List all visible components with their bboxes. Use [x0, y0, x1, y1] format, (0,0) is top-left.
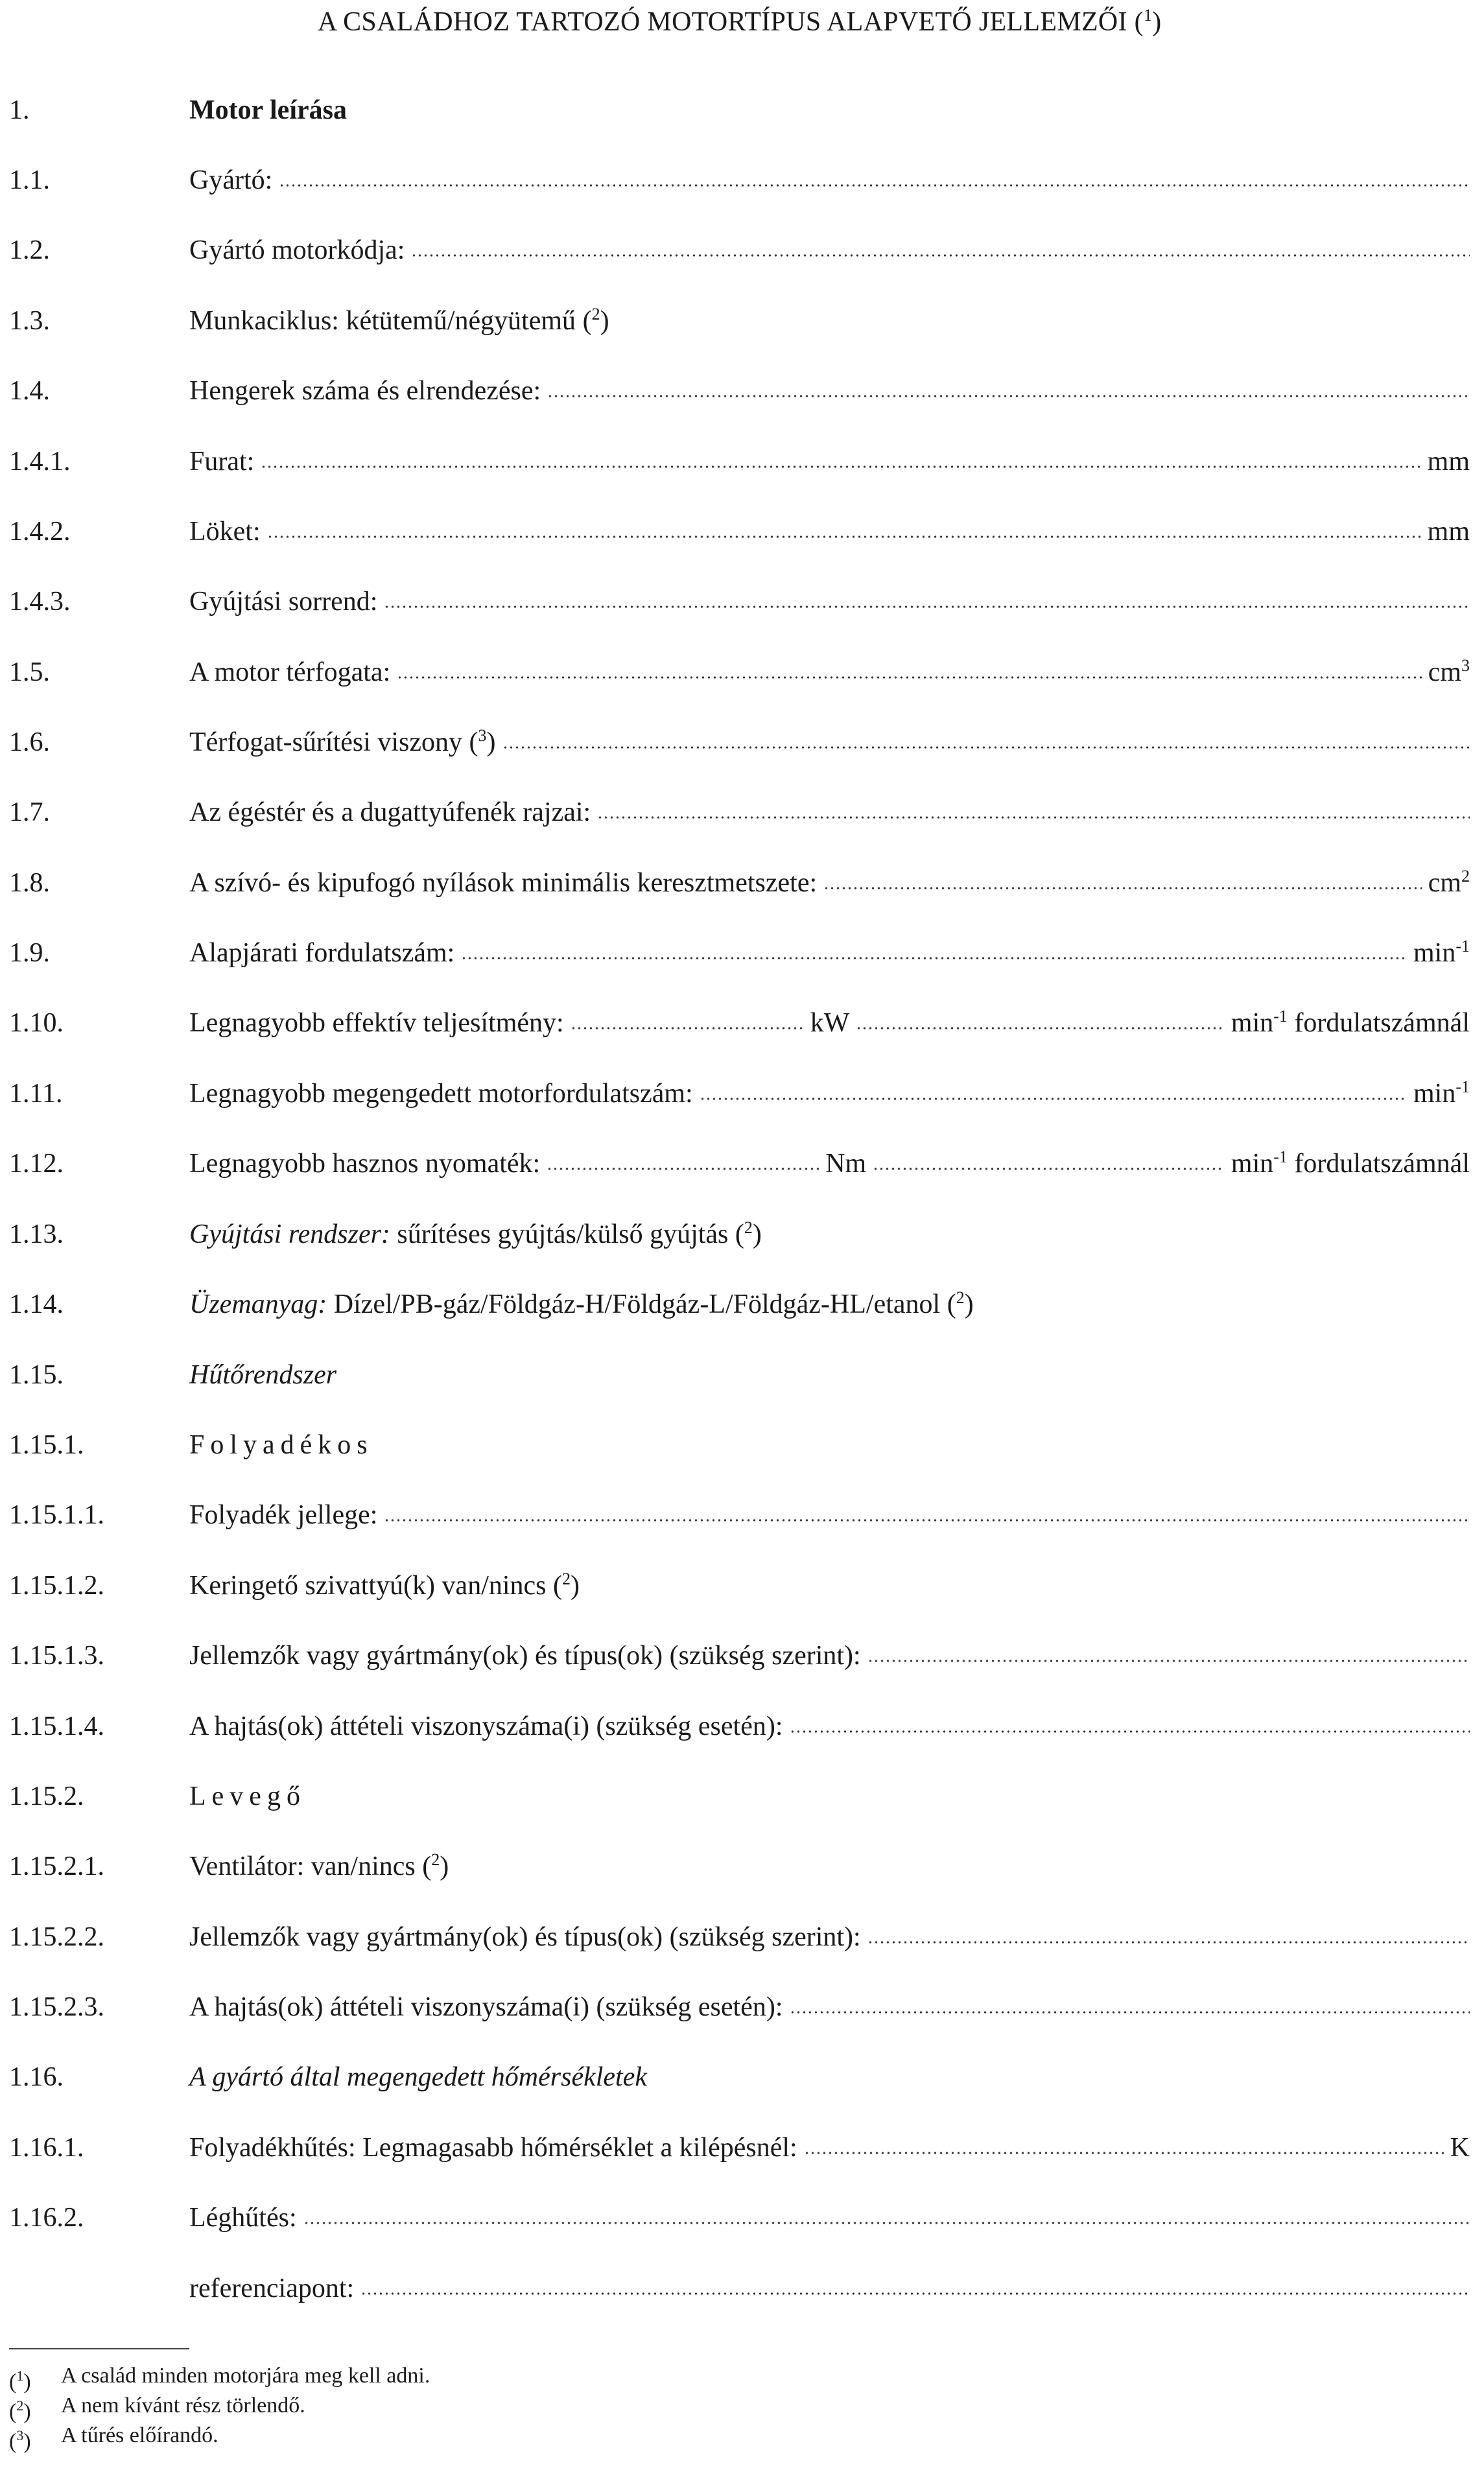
item-number: 1.4.1.	[9, 447, 71, 476]
unit: kW	[810, 1008, 850, 1038]
dotted-fill	[873, 1164, 1225, 1172]
item-label: Legnagyobb effektív teljesítmény:	[189, 1008, 564, 1038]
item-label: Gyártó motorkódja:	[189, 235, 405, 265]
list-item	[0, 1988, 1484, 2027]
footnote-ref: 1	[1143, 6, 1153, 25]
unit: min	[1231, 1008, 1274, 1038]
list-item: 1.13. Gyújtási rendszer: sűrítéses gyújtás/külső gyújtás ($^2$)	[0, 1215, 1484, 1254]
item-number: 1.15.2.2.	[9, 1922, 104, 1952]
list-item	[0, 653, 1484, 692]
list-item	[0, 2058, 1484, 2097]
dotted-fill	[790, 1727, 1470, 1735]
dotted-fill	[360, 2289, 1470, 2297]
list-item	[0, 1074, 1484, 1113]
item-number: 1.16.1.	[9, 2133, 84, 2163]
item-label: Térfogat-sűrítési viszony	[189, 727, 463, 757]
subsection-heading: Folyadékos	[189, 1430, 373, 1460]
list-item	[0, 1356, 1484, 1394]
list-item	[0, 1918, 1484, 1957]
item-number: 1.16.	[9, 2062, 64, 2092]
subsection-heading: Hűtőrendszer	[189, 1360, 337, 1390]
item-number: 1.9.	[9, 938, 50, 968]
item-label: Gyártó:	[189, 165, 273, 195]
item-label: A hajtás(ok) áttételi viszonyszáma(i) (szükség esetén):	[189, 1992, 783, 2022]
item-number: 1.8.	[9, 868, 50, 898]
item-number: 1.	[9, 95, 30, 125]
list-item	[0, 371, 1484, 410]
item-text: sűrítéses gyújtás/külső gyújtás	[397, 1219, 729, 1249]
dotted-fill	[804, 2148, 1444, 2156]
dotted-fill	[700, 1094, 1407, 1102]
item-number: 1.13.	[9, 1219, 64, 1249]
footnote-ref: 2	[591, 305, 600, 323]
list-item	[0, 442, 1484, 481]
item-label: Munkaciklus: kétütemű/négyütemű	[189, 306, 576, 336]
list-item	[0, 161, 1484, 200]
list-item: 1.15.2.1. Ventilátor: van/nincs ($^2$)	[0, 1847, 1484, 1886]
item-number: 1.16.2.	[9, 2203, 84, 2233]
unit: K	[1450, 2133, 1470, 2163]
footnote-mark: 1	[16, 2368, 24, 2384]
item-number: 1.15.2.1.	[9, 1852, 104, 1881]
list-item	[0, 1004, 1484, 1042]
footnote-ref: 2	[956, 1288, 965, 1307]
item-label: A hajtás(ok) áttételi viszonyszáma(i) (szükség esetén):	[189, 1711, 783, 1741]
unit-suffix: fordulatszámnál	[1294, 1008, 1470, 1038]
item-number: 1.11.	[9, 1079, 63, 1109]
dotted-fill	[384, 1516, 1470, 1523]
footnote-text: A nem kívánt rész törlendő.	[61, 2394, 305, 2417]
item-label: Keringető szivattyú(k) van/nincs	[189, 1571, 547, 1601]
list-item	[0, 793, 1484, 832]
item-label: Jellemzők vagy gyártmány(ok) és típus(ok) (szükség szerint):	[189, 1641, 861, 1671]
dotted-fill	[411, 251, 1470, 259]
item-number: 1.15.2.3.	[9, 1992, 104, 2022]
footnote-ref: 2	[431, 1850, 440, 1869]
dotted-fill	[547, 1164, 819, 1172]
item-number: 1.1.	[9, 165, 50, 195]
dotted-fill	[571, 1024, 804, 1031]
item-number: 1.5.	[9, 657, 50, 687]
item-number: 1.15.1.1.	[9, 1500, 104, 1530]
dotted-fill	[461, 954, 1407, 961]
dotted-fill	[397, 673, 1421, 681]
item-number: 1.14.	[9, 1289, 64, 1319]
dotted-fill	[261, 462, 1420, 470]
dotted-fill	[384, 602, 1470, 610]
dotted-fill	[547, 392, 1470, 399]
item-number: 1.15.1.3.	[9, 1641, 104, 1671]
footnote-ref: 3	[478, 726, 487, 745]
dotted-fill	[303, 2218, 1470, 2226]
item-number: 1.10.	[9, 1008, 64, 1038]
page-title: A CSALÁDHOZ TARTOZÓ MOTORTÍPUS ALAPVETŐ JELLEMZŐI ($^1$)	[318, 6, 1162, 37]
list-item: 1.14. Üzemanyag: Dízel/PB-gáz/Földgáz-H/Földgáz-L/Földgáz-HL/etanol ($^2$)	[0, 1285, 1484, 1324]
item-number: 1.15.1.	[9, 1430, 84, 1460]
item-label: Üzemanyag:	[189, 1289, 327, 1319]
list-item	[0, 2198, 1484, 2237]
item-label: Léghűtés:	[189, 2203, 297, 2233]
unit: mm	[1427, 517, 1470, 547]
section-heading: Motor leírása	[189, 95, 347, 125]
item-label: Löket:	[189, 517, 261, 547]
subsection-heading: Levegő	[189, 1782, 306, 1811]
item-number: 1.15.2.	[9, 1782, 84, 1811]
list-item	[0, 1636, 1484, 1675]
list-item	[0, 2128, 1484, 2167]
item-number: 1.15.	[9, 1360, 64, 1390]
footnote-mark: 3	[16, 2427, 24, 2443]
footnote-mark: 2	[16, 2397, 24, 2414]
item-label: Folyadékhűtés: Legmagasabb hőmérséklet a kilépésnél:	[189, 2133, 797, 2163]
dotted-fill	[267, 532, 1421, 540]
footnote-ref: 2	[562, 1570, 571, 1588]
item-number: 1.2.	[9, 235, 50, 265]
item-number: 1.3.	[9, 306, 50, 336]
list-item	[0, 231, 1484, 270]
item-label: Ventilátor: van/nincs	[189, 1852, 416, 1881]
dotted-fill	[279, 181, 1470, 189]
list-item	[0, 864, 1484, 902]
footnote-divider	[9, 2348, 189, 2349]
dotted-fill	[597, 813, 1470, 821]
item-label: Legnagyobb hasznos nyomaték:	[189, 1149, 541, 1179]
unit-exponent: -1	[1455, 1077, 1470, 1096]
item-label: Gyújtási rendszer:	[189, 1219, 390, 1249]
footnote-text: A család minden motorjára meg kell adni.	[61, 2364, 430, 2388]
item-label: Folyadék jellege:	[189, 1500, 378, 1530]
item-label: Alapjárati fordulatszám:	[189, 938, 455, 968]
item-label: Furat:	[189, 447, 255, 476]
item-number: 1.4.3.	[9, 587, 71, 617]
item-label: A motor térfogata:	[189, 657, 391, 687]
footnote-ref: 2	[744, 1218, 753, 1237]
list-item	[0, 1144, 1484, 1183]
dotted-fill	[823, 884, 1422, 891]
unit-exponent: -1	[1455, 937, 1470, 956]
title-text: A CSALÁDHOZ TARTOZÓ MOTORTÍPUS ALAPVETŐ JELLEMZŐI	[318, 7, 1127, 37]
unit: Nm	[825, 1149, 867, 1179]
list-item	[0, 582, 1484, 621]
list-item: 1.6. Térfogat-sűrítési viszony ($^3$)	[0, 723, 1484, 762]
item-label: Az égéstér és a dugattyúfenék rajzai:	[189, 797, 591, 827]
list-item	[0, 1426, 1484, 1464]
dotted-fill	[856, 1024, 1225, 1031]
item-label: Jellemzők vagy gyártmány(ok) és típus(ok) (szükség szerint):	[189, 1922, 861, 1952]
item-label: referenciapont:	[189, 2274, 355, 2303]
unit-exponent: -1	[1273, 1007, 1288, 1026]
unit-exponent: 2	[1461, 867, 1470, 886]
list-item	[0, 91, 1484, 130]
item-label: Hengerek száma és elrendezése:	[189, 376, 541, 406]
unit-suffix: fordulatszámnál	[1294, 1149, 1470, 1179]
subsection-heading: A gyártó által megengedett hőmérsékletek	[189, 2062, 648, 2092]
item-label: Legnagyobb megengedett motorfordulatszám:	[189, 1079, 693, 1109]
item-number: 1.15.1.2.	[9, 1571, 104, 1601]
dotted-fill	[790, 2008, 1470, 2016]
unit-exponent: -1	[1273, 1147, 1288, 1166]
list-item	[0, 1707, 1484, 1746]
item-text: Dízel/PB-gáz/Földgáz-H/Földgáz-L/Földgáz-HL/etanol	[333, 1289, 941, 1319]
unit: cm	[1428, 868, 1461, 898]
dotted-fill	[502, 743, 1470, 751]
item-label: A szívó- és kipufogó nyílások minimális keresztmetszete:	[189, 868, 818, 898]
item-number: 1.6.	[9, 727, 50, 757]
unit: min	[1413, 1079, 1456, 1109]
unit: min	[1231, 1149, 1274, 1179]
item-number: 1.4.2.	[9, 517, 71, 547]
footnote-text: A tűrés előírandó.	[61, 2423, 218, 2447]
list-item	[0, 934, 1484, 972]
unit-exponent: 3	[1461, 656, 1470, 675]
list-item	[0, 1496, 1484, 1535]
item-number: 1.12.	[9, 1149, 64, 1179]
list-item: 1.15.1.2. Keringető szivattyú(k) van/nincs ($^2$)	[0, 1566, 1484, 1605]
item-number: 1.15.1.4.	[9, 1711, 104, 1741]
list-item: 1.3. Munkaciklus: kétütemű/négyütemű ($^2$)	[0, 301, 1484, 340]
list-item	[0, 512, 1484, 551]
unit: cm	[1428, 657, 1461, 687]
unit: mm	[1427, 447, 1470, 476]
dotted-fill	[867, 1656, 1470, 1664]
item-number: 1.4.	[9, 376, 50, 406]
unit: min	[1413, 938, 1456, 968]
list-item	[0, 1777, 1484, 1816]
item-number: 1.7.	[9, 797, 50, 827]
list-item	[0, 2269, 1484, 2308]
dotted-fill	[867, 1938, 1470, 1946]
item-label: Gyújtási sorrend:	[189, 587, 378, 617]
